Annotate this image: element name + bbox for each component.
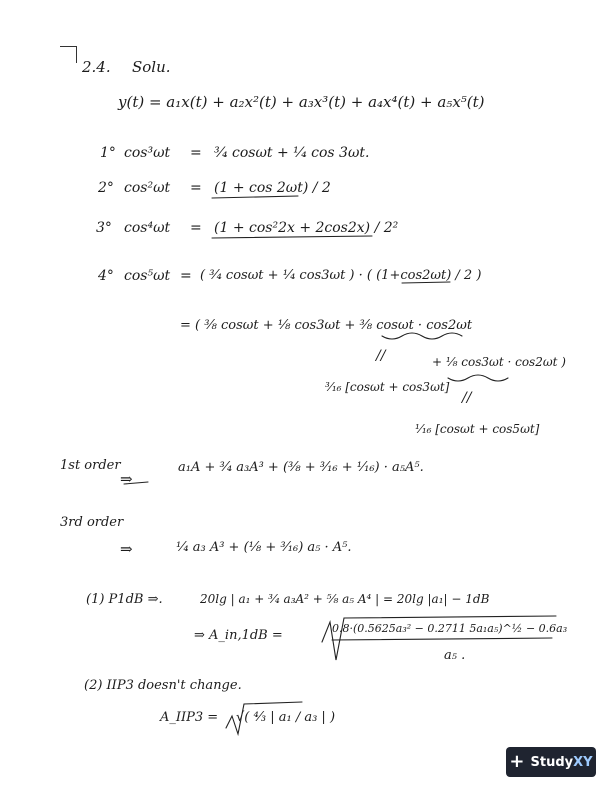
fraction-bar-3 (212, 236, 372, 238)
identity-4-number: 4° (98, 268, 114, 284)
third-order-label: 3rd order (60, 515, 124, 530)
expansion-line-1: = ( ³⁄₈ cosωt + ¹⁄₈ cos3ωt + ³⁄₈ cosωt · cos2ωt (180, 318, 473, 333)
part2-label: (2) IIP3 doesn't change. (84, 678, 242, 693)
identity-1-eq: = (190, 145, 202, 161)
identity-2-number: 2° (98, 180, 114, 196)
identity-2-rhs: (1 + cos 2ωt) / 2 (214, 180, 331, 196)
part1-result-numerator: 0.8·(0.5625a₃² − 0.2711 5a₁a₅)^½ − 0.6a₃ (332, 622, 568, 635)
identity-4-rhs: ( ³⁄₄ cosωt + ¹⁄₄ cos3ωt ) · ( (1+cos2ωt) / 2 ) (200, 268, 482, 283)
part1-result-denominator: a₅ . (444, 648, 466, 663)
identity-3-eq: = (190, 220, 202, 236)
third-order-arrow: ⇒ (120, 540, 133, 558)
plus-icon: + (509, 751, 525, 772)
part1-label: (1) P1dB ⇒. (86, 592, 163, 607)
first-order-label: 1st order (60, 458, 121, 473)
expansion-line-2: + ¹⁄₈ cos3ωt · cos2ωt ) (432, 355, 566, 369)
part2-rhs: √( ⁴⁄₃ | a₁ / a₃ | ) (236, 710, 336, 725)
identity-1-rhs: ³⁄₄ cosωt + ¹⁄₄ cos 3ωt. (214, 145, 370, 161)
expansion-note-left: ³⁄₁₆ [cosωt + cos3ωt] (325, 380, 450, 394)
part2-lhs: A_IIP3 = (160, 710, 219, 725)
page-corner-mark (60, 46, 77, 63)
fraction-bar-2 (212, 196, 298, 198)
identity-4-lhs: cos⁵ωt (124, 268, 171, 284)
problem-number: 2.4. (82, 58, 111, 76)
identity-1-lhs: cos³ωt (124, 145, 171, 161)
squiggle-underline-2 (448, 375, 508, 381)
solution-heading: Solu. (132, 58, 171, 76)
identity-1-number: 1° (100, 145, 116, 161)
part1-result-lhs: ⇒ A_in,1dB = (194, 628, 283, 643)
identity-4-eq: = (180, 268, 192, 284)
squiggle-underline-1 (382, 333, 462, 339)
expansion-equals-mark-1: // (376, 348, 386, 364)
identity-3-number: 3° (96, 220, 112, 236)
identity-2-eq: = (190, 180, 202, 196)
studyxy-badge[interactable] (506, 747, 596, 777)
main-equation: y(t) = a₁x(t) + a₂x²(t) + a₃x³(t) + a₄x⁴(t) + a₅x⁵(t) (118, 93, 485, 111)
third-order-expression: ¹⁄₄ a₃ A³ + (¹⁄₈ + ³⁄₁₆) a₅ · A⁵. (176, 540, 352, 555)
first-order-arrow: ⇒ (120, 470, 133, 488)
first-order-expression: a₁A + ³⁄₄ a₃A³ + (³⁄₈ + ³⁄₁₆ + ¹⁄₁₆) · a₅A⁵. (178, 460, 424, 475)
identity-3-lhs: cos⁴ωt (124, 220, 171, 236)
expansion-note-right: ¹⁄₁₆ [cosωt + cos5ωt] (415, 422, 540, 436)
brand-name: StudyXY (530, 754, 593, 770)
identity-2-lhs: cos²ωt (124, 180, 171, 196)
expansion-equals-mark-2: // (462, 390, 472, 406)
part1-expression: 20lg | a₁ + ³⁄₄ a₃A² + ⁵⁄₈ a₅ A⁴ | = 20lg |a₁| − 1dB (200, 592, 490, 606)
identity-3-rhs: (1 + cos²2x + 2cos2x) / 2² (214, 220, 399, 236)
fraction-bar-result (332, 638, 552, 640)
